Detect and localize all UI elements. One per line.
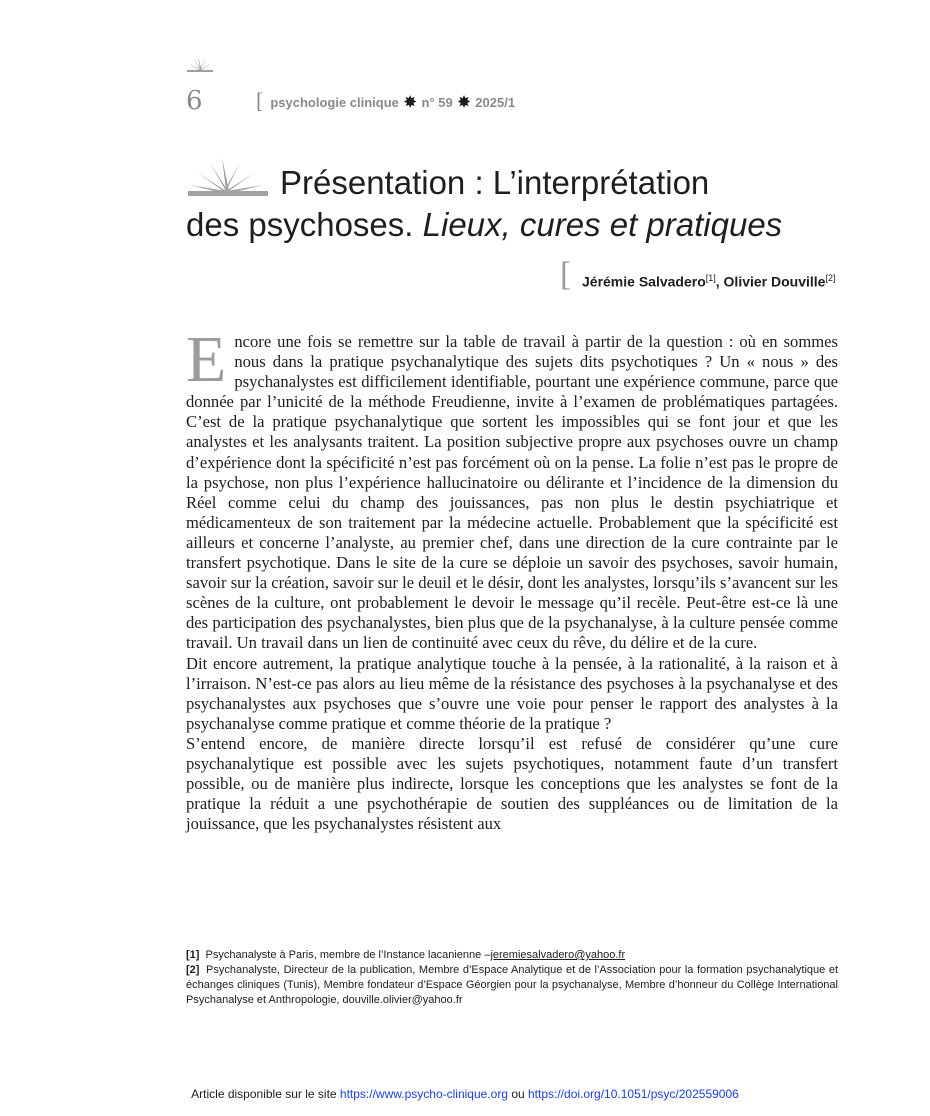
footnotes	[186, 948, 838, 1008]
title-line2: des psychoses.	[186, 206, 414, 243]
header-bracket: [	[256, 88, 264, 113]
asterisk-ornament-icon: ✸	[403, 93, 417, 111]
footnote-2: [2] Psychanalyste, Directeur de la publication, Membre d’Espace Analytique et de l’Association pour la formation psychanalytique et échanges cliniques (Tunis), Membre fondateur d’Espace Géorgien pour la psychanalyse, Membre d’honneur du Collège International Psychanalyse et Anthropologie, douville.olivier@yahoo.fr	[186, 964, 838, 1006]
doi-link[interactable]: https://doi.org/10.1051/psyc/202559006	[528, 1087, 739, 1101]
footnote-ref-2[interactable]: [2]	[825, 273, 836, 283]
issue-number: n° 59	[421, 94, 453, 110]
article-body	[186, 323, 838, 834]
leaf-ornament-icon	[186, 54, 214, 74]
footnote-email-link[interactable]: jeremiesalvadero@yahoo.fr	[490, 949, 626, 961]
paragraph: S’entend encore, de manière directe lorsqu’il est refusé de considérer qu’une cure psychanalytique est possible avec les sujets psychotiques, notamment faute d’un transfert possible, ou de manière plus indirecte, lorsque les conceptions que les analystes se font de la pratique la réduit a une psychothérapie de soutien des suppléances ou de limitation de la jouissance, que les psychanalystes résistent aux	[186, 733, 838, 834]
title-main: Présentation : L’interprétation	[280, 164, 710, 201]
site-link[interactable]: https://www.psycho-clinique.org	[339, 1087, 508, 1101]
author-2: Olivier Douville	[723, 273, 826, 290]
drop-cap: E	[186, 323, 227, 396]
asterisk-ornament-icon: ✸	[457, 93, 471, 111]
footnote-ref-1[interactable]: [1]	[705, 273, 716, 283]
availability-line: Article disponible sur le site https://www.psycho-clinique.org ou https://doi.org/10.1051/psyc/202559006	[191, 1087, 739, 1101]
footnote-1: [1] Psychanalyste à Paris, membre de l’Instance lacanienne –jeremiesalvadero@yahoo.fr	[186, 949, 626, 961]
author-bracket: [	[560, 256, 572, 293]
running-header	[256, 88, 516, 113]
journal-name: psychologie clinique	[270, 94, 399, 110]
title-subtitle: Lieux, cures et pratiques	[422, 206, 783, 243]
page-number: 6	[186, 86, 203, 116]
article-title	[186, 162, 846, 246]
paragraph: Dit encore autrement, la pratique analytique touche à la pensée, à la rationalité, à la raison et à l’irraison. N’est-ce pas alors au lieu même de la résistance des psychoses à la psychanalyse et des psychanalystes aux psychoses que s’ouvre une voie pour penser le rapport des analystes à la psychanalyse comme pratique et comme théorie de la pratique ?	[186, 653, 838, 733]
issue-volume: 2025/1	[475, 94, 516, 110]
author-1: Jérémie Salvadero	[582, 273, 706, 290]
paragraph: Encore une fois se remettre sur la table de travail à partir de la question : où en sommes nous dans la pratique psychanalytique des sujets dits psychotiques ? Un « nous » des psychanalystes est difficilement identifiable, pourtant une expérience commune, parce que donnée par l’unicité de la méthode Freudienne, invite à l’examen de problématiques partagées. C’est de la pratique psychanalytique que sortent les impossibles qui se font jour et que les analystes et les analysants traitent. La position subjective propre aux psychoses ouvre un champ d’expérience dont la spécificité n’est pas forcément où on la pense. La folie n’est pas le propre de la psychose, non plus l’expérience hallucinatoire ou délirante et l’incidence de la dimension du Réel comme celui du champ des jouissances, pas non plus le destin psychiatrique et médicamenteux de son traitement par la médecine actuelle. Probablement que la spécificité est ailleurs et concerne l’analyste, au premier chef, dans une direction de la cure contrainte par le transfert psychotique. Dans le site de la cure se déploie un savoir des psychoses, savoir humain, savoir sur la création, savoir sur le deuil et le désir, dont les analystes, lorsqu’ils s’avancent sur les scènes de la culture, ont probablement le devoir le message qu’il recèle. Peut-être est-ce là une des participation des psychanalystes, bien plus que de la psychanalyse, à la culture pensée comme travail. Un travail dans un lien de continuité avec ceux du rêve, du délire et de la cure.	[186, 323, 838, 653]
